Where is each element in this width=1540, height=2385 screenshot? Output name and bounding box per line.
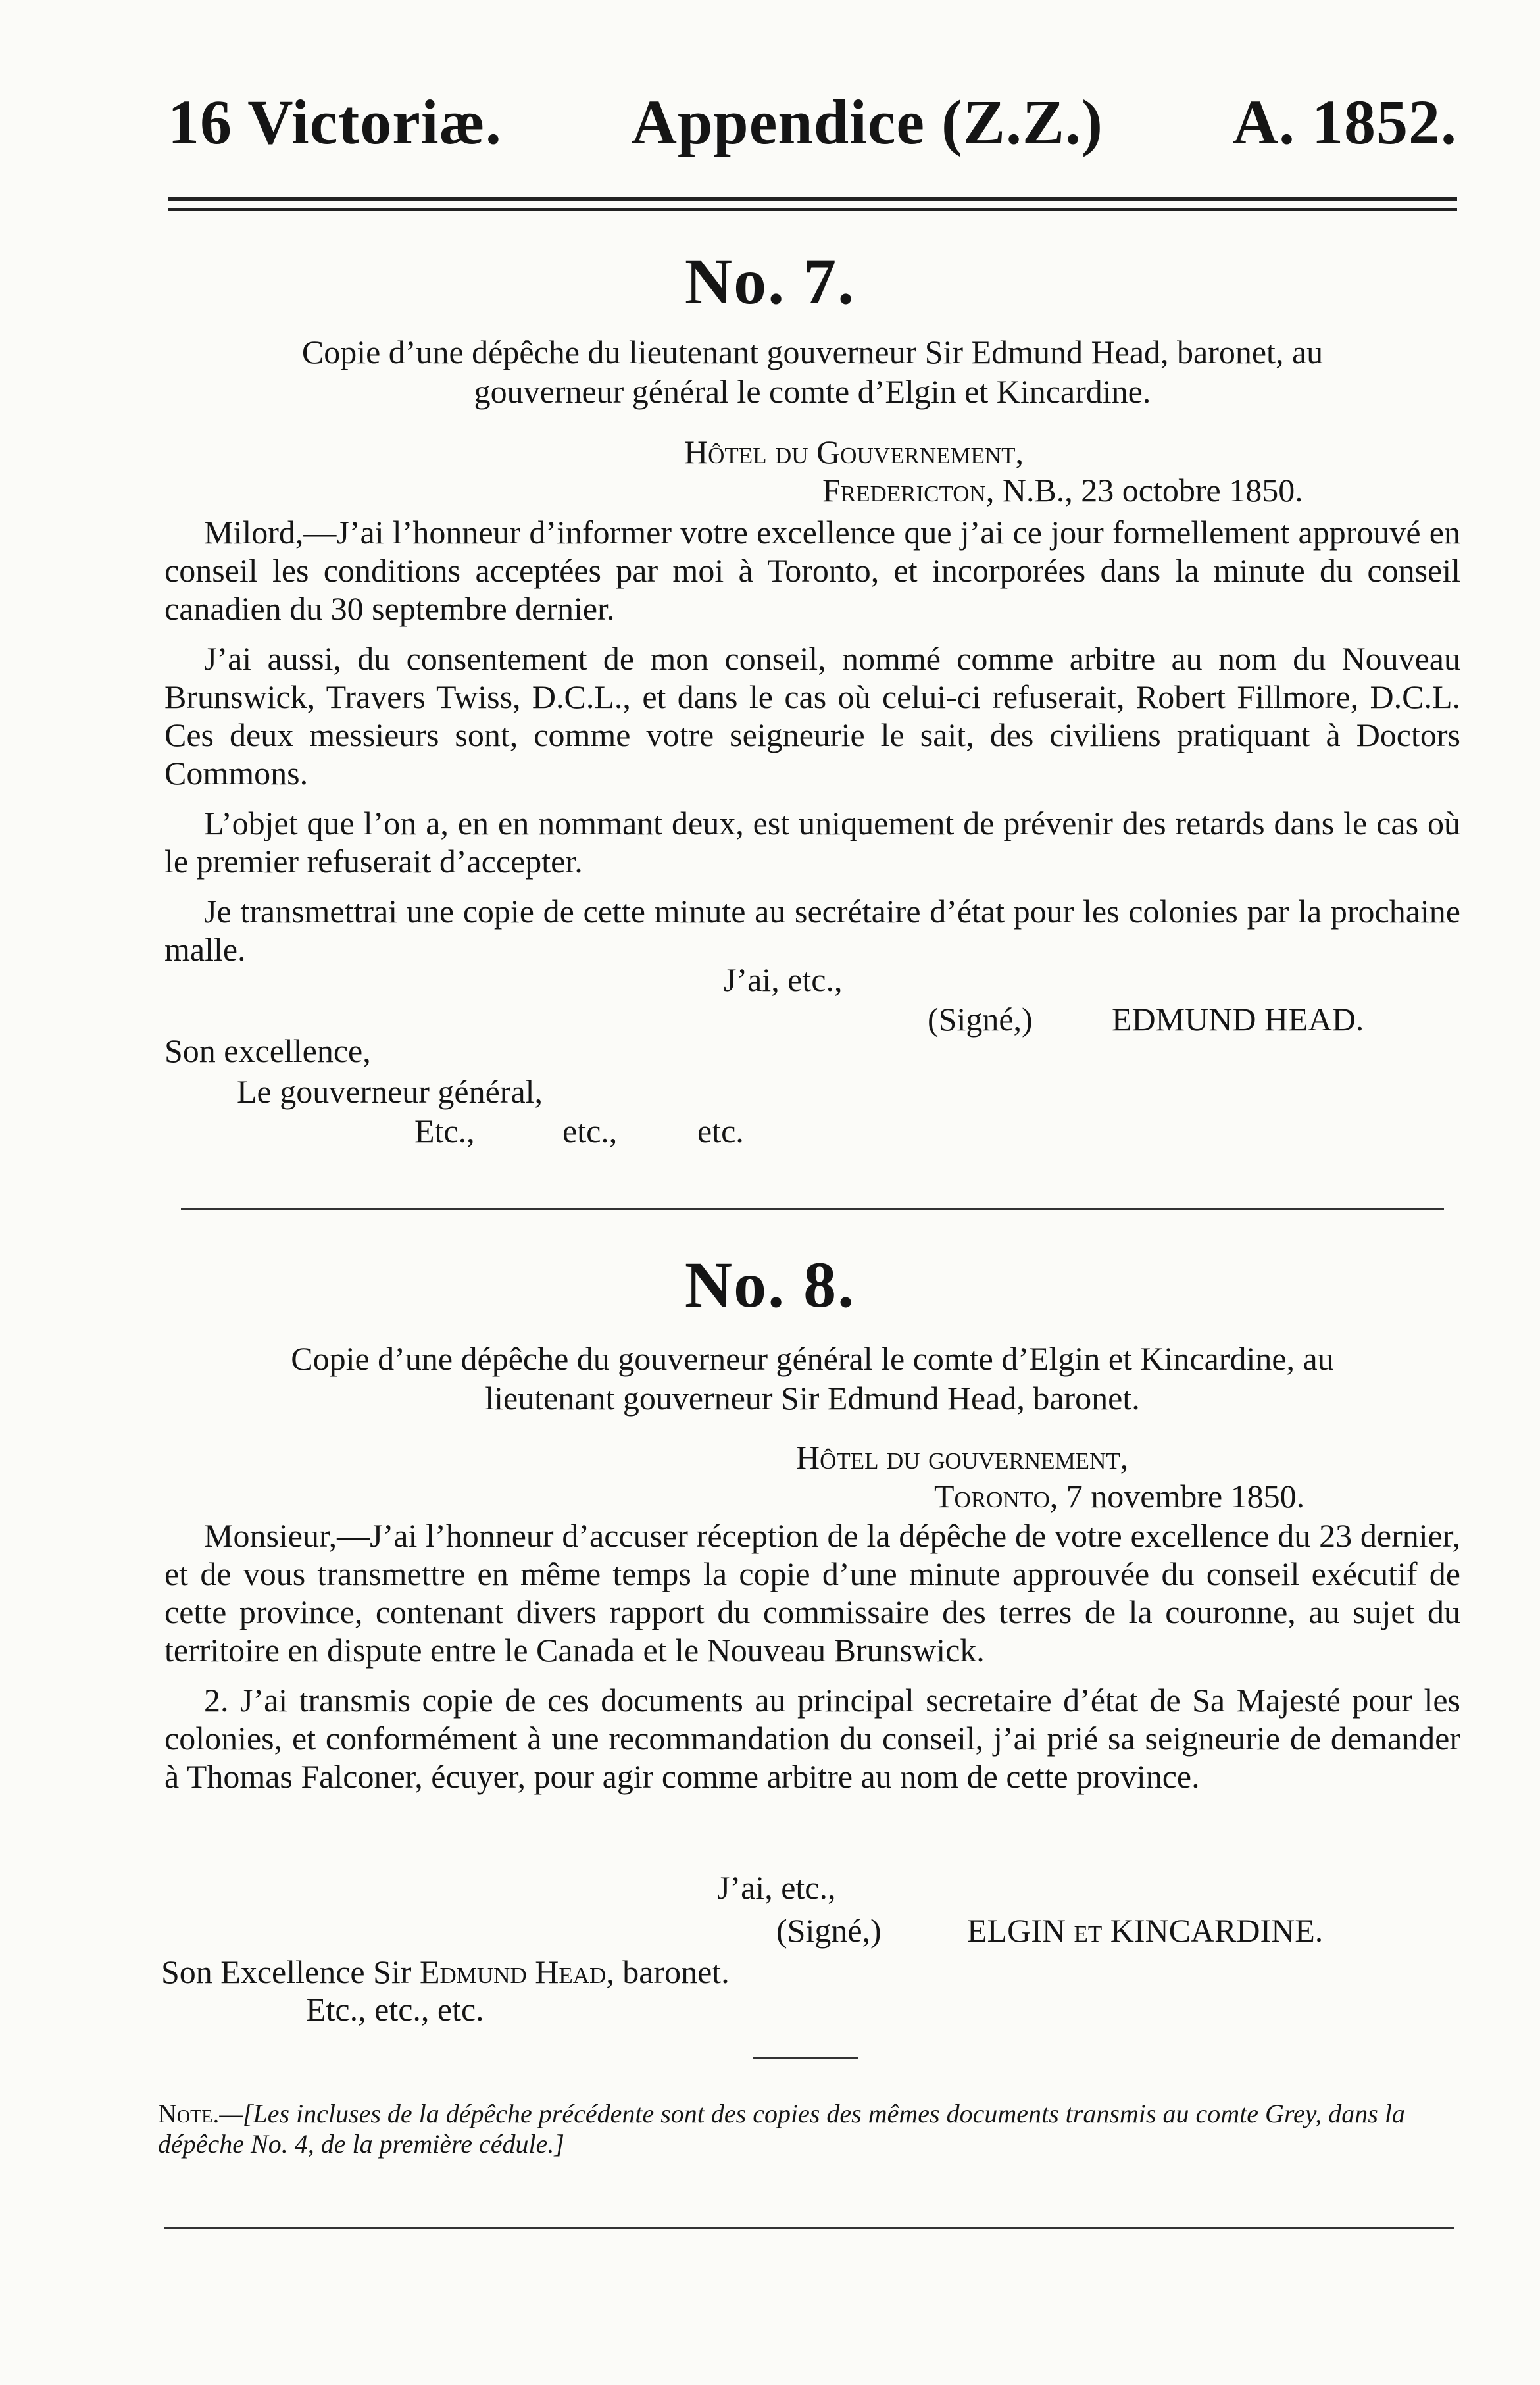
- no8-title-line1: Copie d’une dépêche du gouverneur général le comte d’Elgin et Kincardine, au: [291, 1340, 1334, 1377]
- no7-address-1: Son excellence,: [164, 1032, 371, 1069]
- no8-closing: J’ai, etc.,: [717, 1869, 836, 1906]
- page-header: [168, 86, 1457, 159]
- no8-signature-et: et: [1074, 1912, 1103, 1949]
- no8-signature-elgin: ELGIN: [967, 1912, 1066, 1949]
- footnote-text: —[Les incluses de la dépêche précédente sont des copies des mêmes documents transmis au comte Grey, dans la dépêche No. 4, de la première cédule.]: [158, 2099, 1405, 2159]
- no7-address-2: Le gouverneur général,: [237, 1073, 543, 1110]
- no7-paragraph-4: Je transmettrai une copie de cette minute au secrétaire d’état pour les colonies par la prochaine malle.: [164, 893, 1460, 968]
- no7-paragraph-1: Milord,—J’ai l’honneur d’informer votre excellence que j’ai ce jour formellement approuvé en conseil les conditions acceptées par moi à Toronto, et incorporées dans la minute du conseil canadien du 30 septembre dernier.: [164, 514, 1460, 627]
- no8-signed: (Signé,): [776, 1912, 882, 1949]
- no7-closing: J’ai, etc.,: [724, 961, 843, 998]
- header-year: A. 1852.: [1232, 87, 1457, 157]
- no8-address-1a: Son Excellence Sir: [161, 1953, 412, 1990]
- no8-date: 7 novembre 1850.: [1058, 1478, 1305, 1515]
- no8-title-line2: lieutenant gouverneur Sir Edmund Head, baronet.: [485, 1380, 1140, 1417]
- header-appendix: Appendice (Z.Z.): [631, 87, 1103, 157]
- header-rule: [168, 197, 1457, 211]
- no8-signature-kincardine: KINCARDINE.: [1110, 1912, 1324, 1949]
- no8-paragraph-1: Monsieur,—J’ai l’honneur d’accuser réception de la dépêche de votre excellence du 23 dernier, et de vous transmettre en même temps la copie d’une minute approuvée du conseil exécutif de cette province, contenant divers rapport du commissaire des terres de la couronne, au sujet du territoire en dispute entre le Canada et le Nouveau Brunswick.: [164, 1517, 1460, 1669]
- no8-dateline: [934, 1477, 1304, 1515]
- bottom-rule: [164, 2227, 1454, 2229]
- no8-place: Hôtel du gouvernement,: [796, 1439, 1129, 1476]
- no8-city: Toronto,: [934, 1478, 1058, 1515]
- no7-address-3a: Etc.,: [414, 1113, 475, 1149]
- footnote-label: Note.: [158, 2099, 220, 2128]
- no7-paragraph-2: J’ai aussi, du consentement de mon conseil, nommé comme arbitre au nom du Nouveau Brunswick, Travers Twiss, D.C.L., et dans le cas où celui-ci refuserait, Robert Fillmore, D.C.L. Ces deux messieurs sont, comme votre seigneurie le sait, des civiliens pratiquant à Doctors Commons.: [164, 640, 1460, 791]
- no8-address-name: Edmund Head: [419, 1953, 607, 1990]
- no7-place: Hôtel du Gouvernement,: [684, 434, 1024, 470]
- section-heading-no8: No. 8.: [684, 1248, 856, 1321]
- footnote: [158, 2099, 1460, 2159]
- section-heading-no7: No. 7.: [684, 245, 856, 318]
- no8-paragraph-2: 2. J’ai transmis copie de ces documents au principal secretaire d’état de Sa Majesté pour les colonies, et conformément à une recommandation du conseil, j’ai prié sa seigneurie de demander à Thomas Falconer, écuyer, pour agir comme arbitre au nom de cette province.: [164, 1682, 1460, 1795]
- no7-signature: EDMUND HEAD.: [1112, 1001, 1364, 1038]
- no8-signature: [967, 1911, 1323, 1949]
- no7-signed: (Signé,): [928, 1001, 1033, 1038]
- section-divider: [181, 1208, 1444, 1210]
- no7-dateline: [822, 471, 1303, 509]
- no7-title: [164, 332, 1460, 411]
- no7-date: N.B., 23 octobre 1850.: [994, 472, 1303, 509]
- header-session: 16 Victoriæ.: [168, 87, 502, 157]
- no7-title-line1: Copie d’une dépêche du lieutenant gouverneur Sir Edmund Head, baronet, au: [301, 334, 1324, 370]
- no7-title-line2: gouverneur général le comte d’Elgin et Kincardine.: [474, 373, 1151, 410]
- no8-address-1: [161, 1953, 730, 1991]
- no7-paragraph-3: L’objet que l’on a, en en nommant deux, est uniquement de prévenir des retards dans le cas où le premier refuserait d’accepter.: [164, 805, 1460, 880]
- no7-body: [164, 513, 1460, 968]
- no7-address-3c: etc.: [697, 1113, 744, 1149]
- no8-title: [164, 1339, 1460, 1418]
- short-rule: [753, 2057, 858, 2059]
- no8-address-2: Etc., etc., etc.: [306, 1991, 484, 2028]
- no8-address-1b: , baronet.: [606, 1953, 730, 1990]
- no7-city: Fredericton,: [822, 472, 995, 509]
- no8-body: [164, 1517, 1460, 1795]
- no7-address-3b: etc.,: [562, 1113, 618, 1149]
